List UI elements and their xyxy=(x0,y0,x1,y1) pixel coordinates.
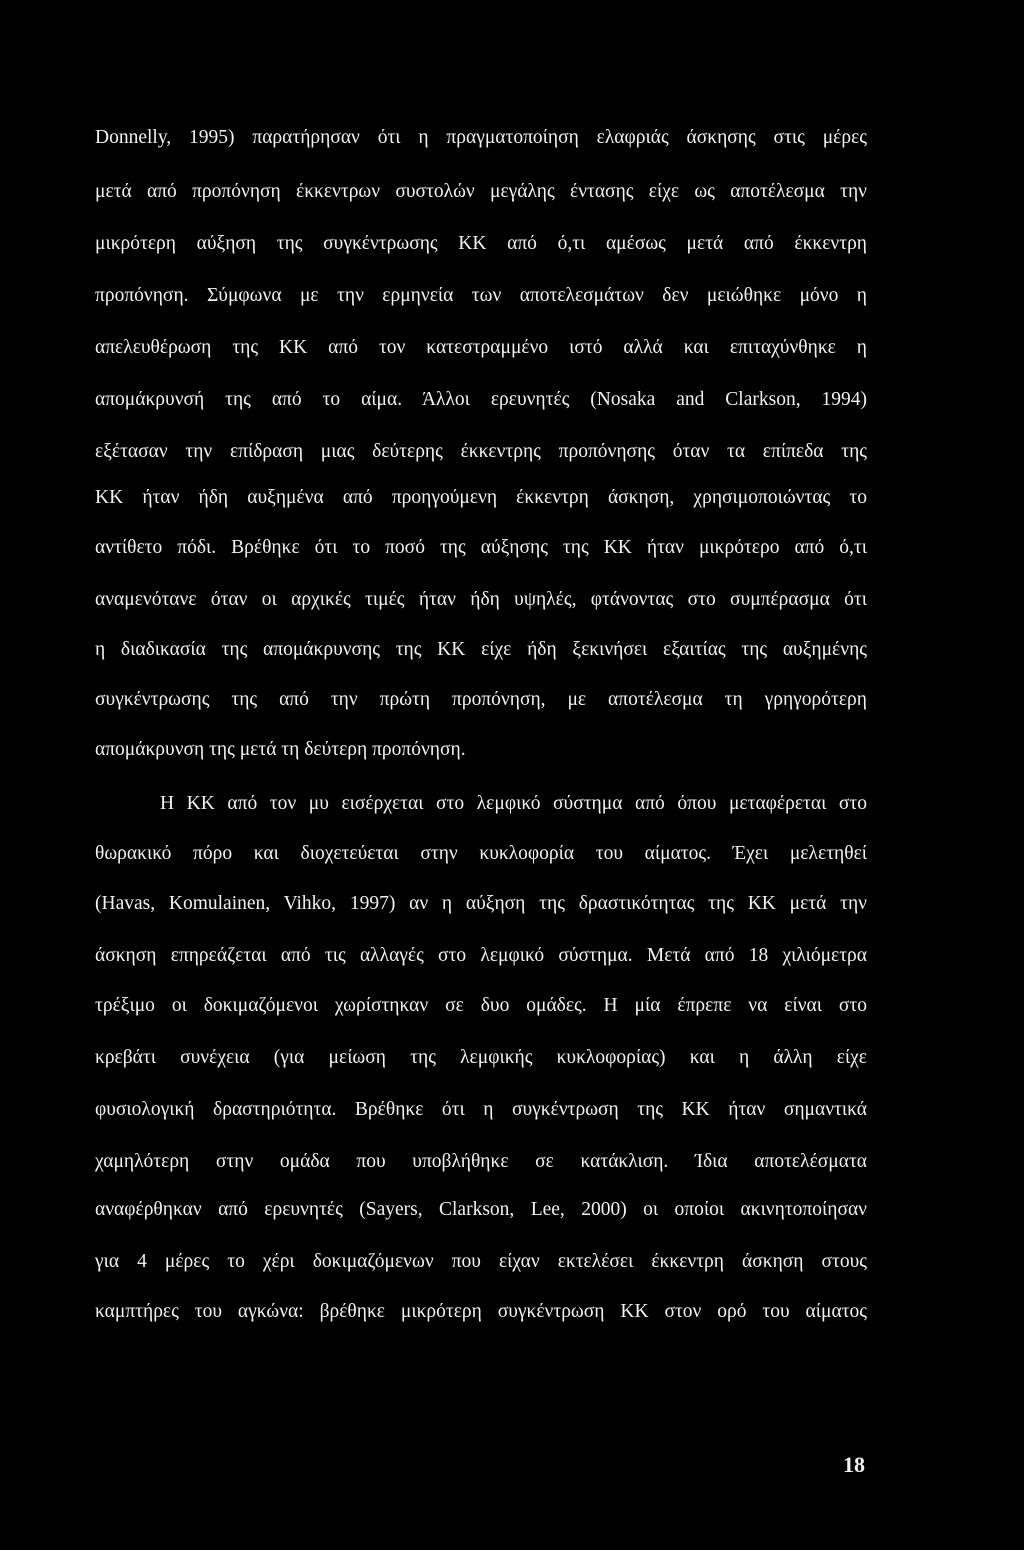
paragraph-2-line-8: χαμηλότερη στην ομάδα που υποβλήθηκε σε κατάκλιση. Ίδια αποτελέσματα xyxy=(95,1151,867,1172)
paragraph-1-line-7: εξέτασαν την επίδραση μιας δεύτερης έκκεντρης προπόνησης όταν τα επίπεδα της xyxy=(95,441,867,462)
paragraph-2-line-5: τρέξιμο οι δοκιμαζόμενοι χωρίστηκαν σε δυο ομάδες. Η μία έπρεπε να είναι στο xyxy=(95,995,867,1016)
paragraph-2-line-11: καμπτήρες του αγκώνα: βρέθηκε μικρότερη συγκέντρωση ΚΚ στον ορό του αίματος xyxy=(95,1301,867,1322)
paragraph-2-line-3: (Havas, Komulainen, Vihko, 1997) αν η αύξηση της δραστικότητας της ΚΚ μετά την xyxy=(95,893,867,914)
paragraph-1-line-11: η διαδικασία της απομάκρυνσης της ΚΚ είχε ήδη ξεκινήσει εξαιτίας της αυξημένης xyxy=(95,639,867,660)
paragraph-1-line-8: ΚΚ ήταν ήδη αυξημένα από προηγούμενη έκκεντρη άσκηση, χρησιμοποιώντας το xyxy=(95,487,867,508)
paragraph-1-line-4: προπόνηση. Σύμφωνα με την ερμηνεία των αποτελεσμάτων δεν μειώθηκε μόνο η xyxy=(95,285,867,306)
paragraph-2-line-10: για 4 μέρες το χέρι δοκιμαζόμενων που είχαν εκτελέσει έκκεντρη άσκηση στους xyxy=(95,1251,867,1272)
paragraph-2-line-6: κρεβάτι συνέχεια (για μείωση της λεμφικής κυκλοφορίας) και η άλλη είχε xyxy=(95,1047,867,1068)
paragraph-1-line-5: απελευθέρωση της ΚΚ από τον κατεστραμμένο ιστό αλλά και επιταχύνθηκε η xyxy=(95,337,867,358)
paragraph-1-line-1: Donnelly, 1995) παρατήρησαν ότι η πραγματοποίηση ελαφριάς άσκησης στις μέρες xyxy=(95,127,867,148)
paragraph-2-line-1: Η ΚΚ από τον μυ εισέρχεται στο λεμφικό σύστημα από όπου μεταφέρεται στο xyxy=(160,793,867,814)
paragraph-2-line-9: αναφέρθηκαν από ερευνητές (Sayers, Clarkson, Lee, 2000) οι οποίοι ακινητοποίησαν xyxy=(95,1199,867,1220)
paragraph-1-line-12: συγκέντρωσης της από την πρώτη προπόνηση, με αποτέλεσμα τη γρηγορότερη xyxy=(95,689,867,710)
paragraph-1-line-9: αντίθετο πόδι. Βρέθηκε ότι το ποσό της αύξησης της ΚΚ ήταν μικρότερο από ό,τι xyxy=(95,537,867,558)
paragraph-2-line-2: θωρακικό πόρο και διοχετεύεται στην κυκλοφορία του αίματος. Έχει μελετηθεί xyxy=(95,843,867,864)
paragraph-2-line-7: φυσιολογική δραστηριότητα. Βρέθηκε ότι η συγκέντρωση της ΚΚ ήταν σημαντικά xyxy=(95,1099,867,1120)
paragraph-1-line-10: αναμενότανε όταν οι αρχικές τιμές ήταν ήδη υψηλές, φτάνοντας στο συμπέρασμα ότι xyxy=(95,589,867,610)
paragraph-2-line-4: άσκηση επηρεάζεται από τις αλλαγές στο λεμφικό σύστημα. Μετά από 18 χιλιόμετρα xyxy=(95,945,867,966)
paragraph-1-line-2: μετά από προπόνηση έκκεντρων συστολών μεγάλης έντασης είχε ως αποτέλεσμα την xyxy=(95,181,867,202)
paragraph-1-line-6: απομάκρυνσή της από το αίμα. Άλλοι ερευνητές (Nosaka and Clarkson, 1994) xyxy=(95,389,867,410)
paragraph-1-line-13: απομάκρυνση της μετά τη δεύτερη προπόνηση. xyxy=(95,739,466,760)
page-number: 18 xyxy=(843,1452,865,1477)
paragraph-1-line-3: μικρότερη αύξηση της συγκέντρωσης ΚΚ από ό,τι αμέσως μετά από έκκεντρη xyxy=(95,233,867,254)
